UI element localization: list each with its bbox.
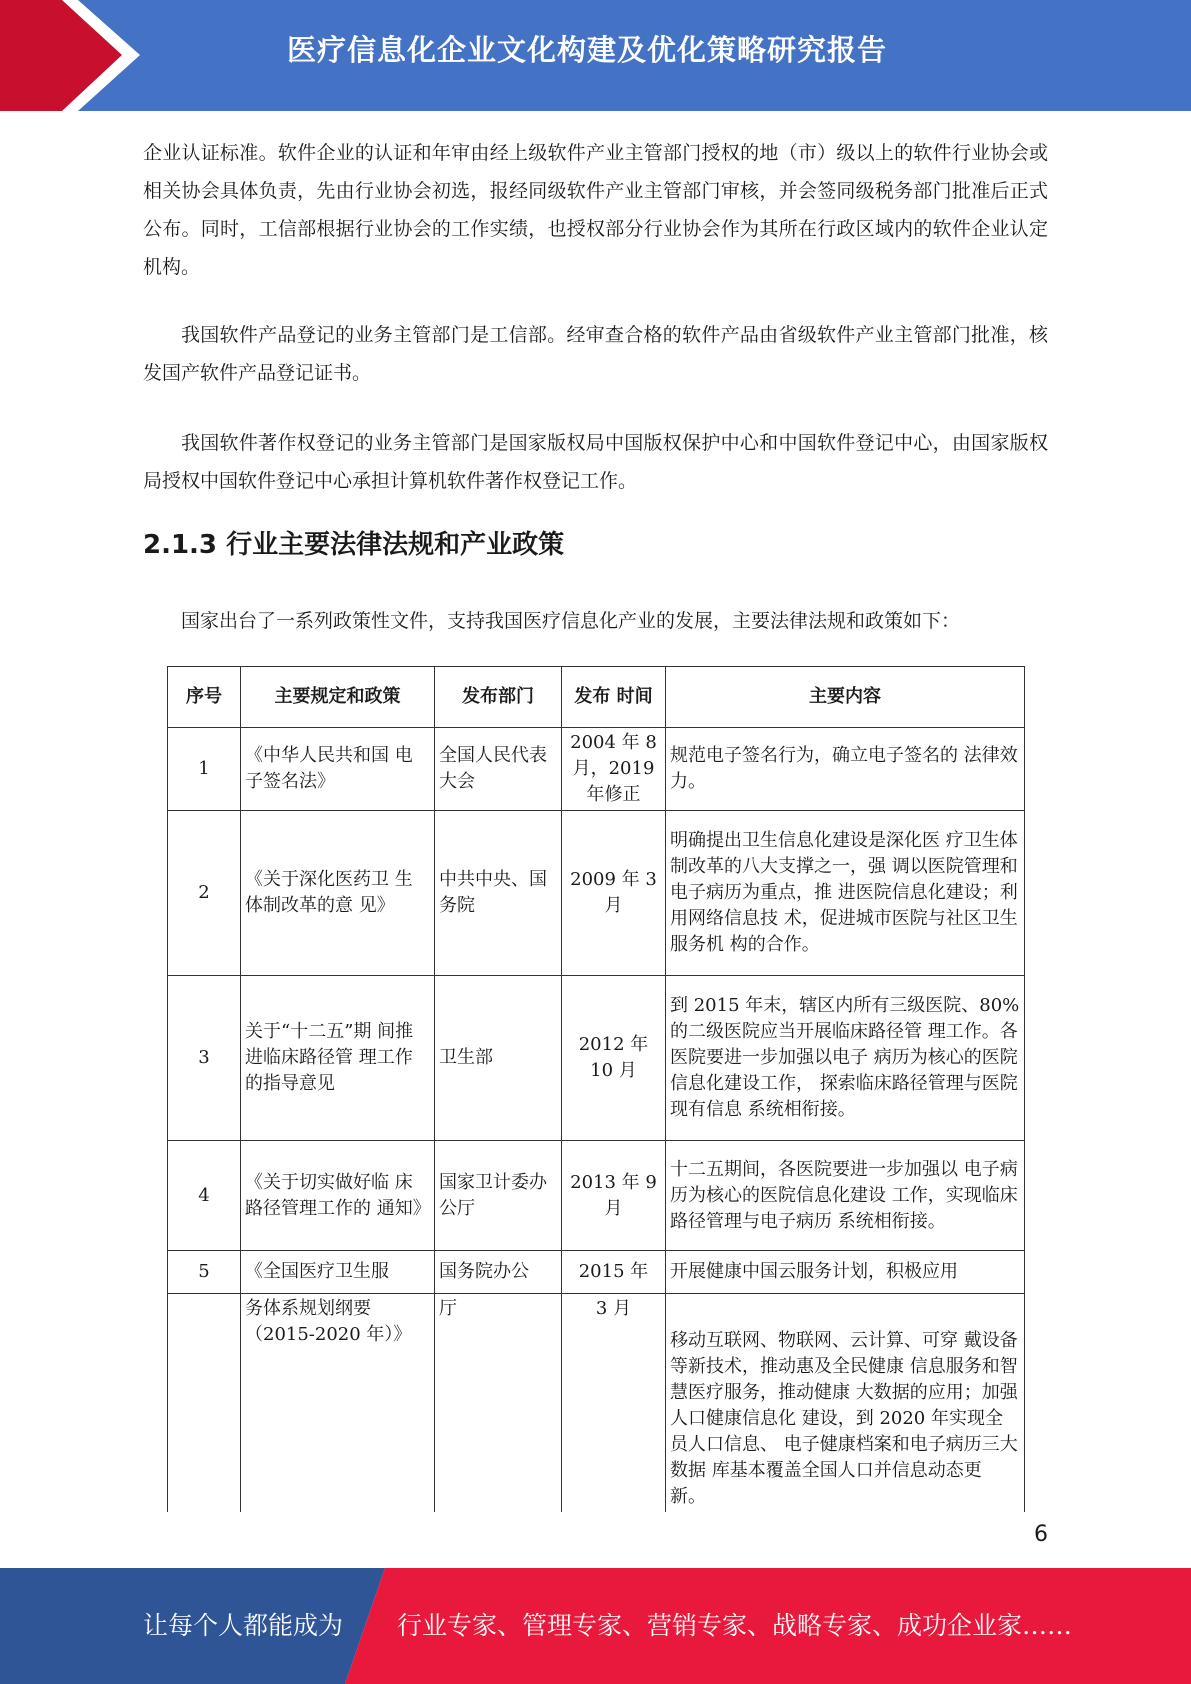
table-row-continued: [168, 1294, 1025, 1513]
header-dept: 发布部门: [435, 667, 562, 728]
page-header: [0, 0, 1191, 111]
row-policy: 务体系规划纲要（2015-2020 年）》: [241, 1294, 435, 1513]
table-row: [168, 728, 1025, 811]
table-row: [168, 1251, 1025, 1294]
row-policy: 《关于切实做好临 床路径管理工作的 通知》: [241, 1141, 435, 1251]
row-policy: 关于“十二五”期 间推进临床路径管 理工作的指导意见: [241, 976, 435, 1141]
footer-slogan-right: 行业专家、管理专家、营销专家、战略专家、成功企业家……: [397, 1611, 1073, 1640]
row-content: 明确提出卫生信息化建设是深化医 疗卫生体制改革的八大支撑之一，强 调以医院管理和电子病历为重点，推 进医院信息化建设；利用网络信息技 术，促进城市医院与社区卫生服务机 构的合作。: [666, 811, 1025, 976]
table-row: [168, 811, 1025, 976]
row-content: 十二五期间，各医院要进一步加强以 电子病历为核心的医院信息化建设 工作，实现临床路径管理与电子病历 系统相衔接。: [666, 1141, 1025, 1251]
row-no: 4: [168, 1141, 241, 1251]
row-dept: 国家卫计委办公厅: [435, 1141, 562, 1251]
section-heading: 2.1.3 行业主要法律法规和产业政策: [143, 530, 565, 560]
paragraph-3: 我国软件著作权登记的业务主管部门是国家版权局中国版权保护中心和中国软件登记中心，由国家版权局授权中国软件登记中心承担计算机软件著作权登记工作。: [143, 432, 1048, 492]
row-date: 3 月: [562, 1294, 666, 1513]
table-row: [168, 976, 1025, 1141]
row-dept: 中共中央、国务院: [435, 811, 562, 976]
row-content: 规范电子签名行为，确立电子签名的 法律效力。: [666, 728, 1025, 811]
row-no: [168, 1294, 241, 1513]
row-dept: 厅: [435, 1294, 562, 1513]
page-number: 6: [1034, 1522, 1048, 1547]
header-no: 序号: [168, 667, 241, 728]
row-policy: 《关于深化医药卫 生体制改革的意 见》: [241, 811, 435, 976]
policy-table: [167, 666, 1025, 1512]
row-dept: 国务院办公: [435, 1251, 562, 1294]
row-date: 2004 年 8 月，2019 年修正: [562, 728, 666, 811]
footer-slogan-left: 让每个人都能成为: [143, 1611, 344, 1640]
row-date: 2015 年: [562, 1251, 666, 1294]
row-no: 1: [168, 728, 241, 811]
row-no: 2: [168, 811, 241, 976]
row-content: 开展健康中国云服务计划，积极应用: [666, 1251, 1025, 1294]
section-intro: 国家出台了一系列政策性文件，支持我国医疗信息化产业的发展，主要法律法规和政策如下：: [181, 610, 961, 632]
row-policy: 《全国医疗卫生服: [241, 1251, 435, 1294]
header-date: 发布 时间: [562, 667, 666, 728]
row-no: 5: [168, 1251, 241, 1294]
table-row: [168, 1141, 1025, 1251]
row-date: 2013 年 9 月: [562, 1141, 666, 1251]
paragraph-1: 企业认证标准。软件企业的认证和年审由经上级软件产业主管部门授权的地（市）级以上的软件行业协会或相关协会具体负责，先由行业协会初选，报经同级软件产业主管部门审核，并会签同级税务部门批准后正式公布。同时，工信部根据行业协会的工作实绩，也授权部分行业协会作为其所在行政区域内的软件企业认定机构。: [143, 142, 1048, 278]
row-date: 2012 年 10 月: [562, 976, 666, 1141]
table-header-row: [168, 667, 1025, 728]
header-content: 主要内容: [666, 667, 1025, 728]
row-content: 到 2015 年末，辖区内所有三级医院、80%的二级医院应当开展临床路径管 理工作。各医院要进一步加强以电子 病历为核心的医院信息化建设工作， 探索临床路径管理与医院现有信息 系统相衔接。: [666, 976, 1025, 1141]
header-arrow-decoration: [0, 0, 160, 111]
row-content: 移动互联网、物联网、云计算、可穿 戴设备等新技术，推动惠及全民健康 信息服务和智慧医疗服务，推动健康 大数据的应用；加强人口健康信息化 建设，到 2020 年实现全员人口信息、 电子健康档案和电子病历三大数据 库基本覆盖全国人口并信息动态更 新。: [666, 1294, 1025, 1513]
report-title: 医疗信息化企业文化构建及优化策略研究报告: [287, 33, 888, 67]
row-dept: 全国人民代表大会: [435, 728, 562, 811]
paragraph-2: 我国软件产品登记的业务主管部门是工信部。经审查合格的软件产品由省级软件产业主管部门批准，核发国产软件产品登记证书。: [143, 324, 1048, 384]
header-policy: 主要规定和政策: [241, 667, 435, 728]
row-no: 3: [168, 976, 241, 1141]
row-date: 2009 年 3 月: [562, 811, 666, 976]
row-policy: 《中华人民共和国 电子签名法》: [241, 728, 435, 811]
row-dept: 卫生部: [435, 976, 562, 1141]
page-footer: [0, 1568, 1191, 1684]
